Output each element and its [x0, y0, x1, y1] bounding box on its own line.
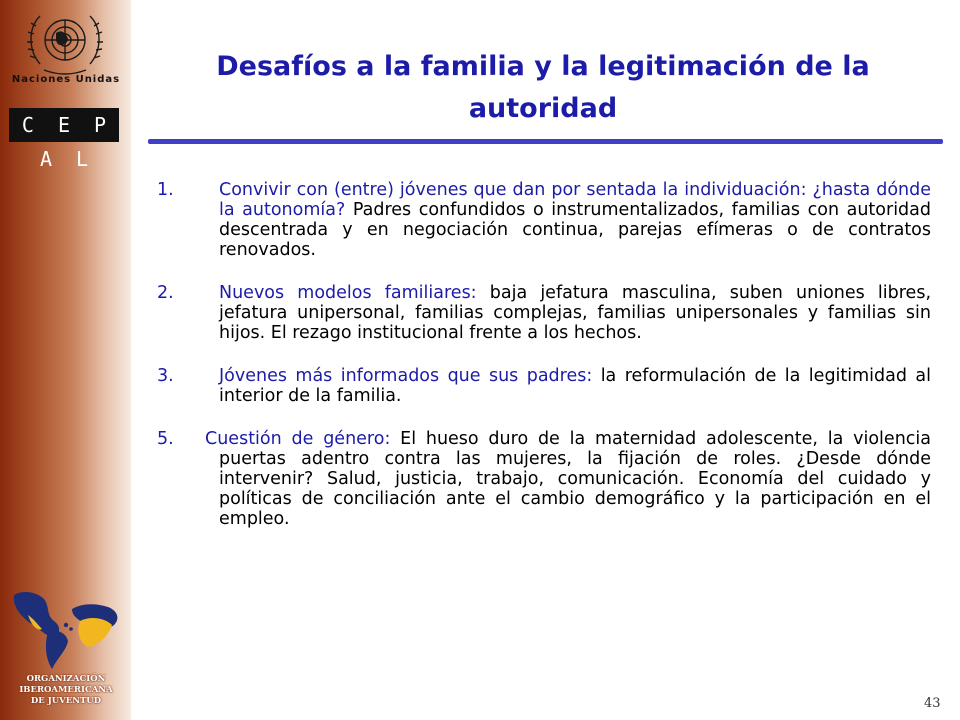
- list-item-text: baja jefatura masculina, suben uniones libres, jefatura unipersonal, familias complejas, familias unipersonales y familias sin hijos. El rezago institucional frente a los hechos.: [219, 283, 932, 343]
- list-item-lead: Nuevos modelos familiares:: [219, 283, 477, 303]
- oij-map-logo-icon: [8, 585, 124, 675]
- un-label: Naciones Unidas: [11, 74, 121, 85]
- list-item: [157, 429, 931, 529]
- list-item-number: 5.: [157, 429, 174, 449]
- list-item: [157, 180, 931, 260]
- page-number: 43: [924, 696, 941, 711]
- list-item: [157, 366, 931, 406]
- list-item: [157, 283, 931, 343]
- list-item-number: 3.: [157, 366, 174, 386]
- list-item-body: [219, 283, 931, 343]
- list-item-text: El hueso duro de la maternidad adolescente, la violencia puertas adentro contra las mujeres, la fijación de roles. ¿Desde dónde intervenir? Salud, justicia, trabajo, comunicación. Economía del cuidado y políticas de conciliación ante el cambio demográfico y la participación en el empleo.: [219, 429, 931, 529]
- oij-label: [2, 674, 130, 707]
- oij-label-line-1: ORGANIZACIÓN: [26, 674, 106, 684]
- slide-title: Desafíos a la familia y la legitimación de la autoridad: [216, 51, 870, 124]
- list-item-body: [219, 180, 931, 260]
- list-item-body: [219, 366, 931, 406]
- cepal-logo: C E P A L: [9, 108, 119, 142]
- challenges-list: [157, 180, 931, 552]
- sidebar: [0, 0, 131, 720]
- list-item-body: [205, 429, 931, 529]
- list-item-number: 1.: [157, 180, 174, 200]
- list-item-lead: Cuestión de género:: [205, 429, 391, 449]
- oij-label-line-3: DE JUVENTUD: [30, 696, 102, 706]
- list-item-text: la reformulación de la legitimidad al interior de la familia.: [219, 366, 932, 406]
- un-emblem-icon: [22, 6, 108, 78]
- list-item-text: Padres confundidos o instrumentalizados, familias con autoridad descentrada y en negociación continua, parejas efímeras o de contratos renovados.: [219, 200, 931, 260]
- oij-label-line-2: IBEROAMERICANA: [19, 685, 113, 695]
- list-item-lead: Convivir con (entre) jóvenes que dan por sentada la individuación: ¿hasta dónde la autonomía?: [219, 180, 931, 220]
- list-item-lead: Jóvenes más informados que sus padres:: [219, 366, 593, 386]
- title-underline: [148, 139, 943, 144]
- list-item-number: 2.: [157, 283, 174, 303]
